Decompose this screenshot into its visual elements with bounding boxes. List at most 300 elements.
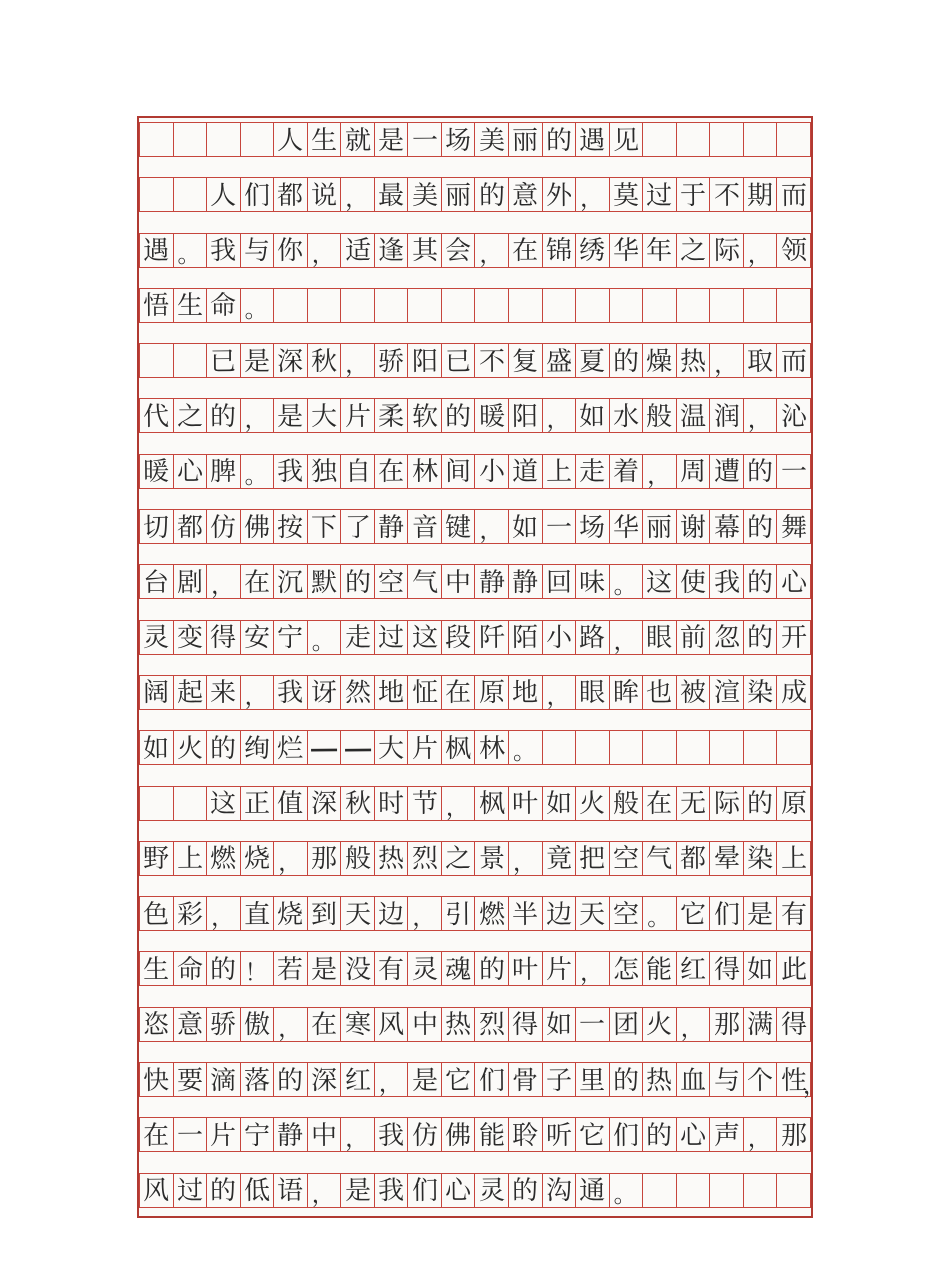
- handwritten-char: 如: [143, 732, 170, 763]
- grid-cell: [709, 288, 744, 323]
- grid-cell: [776, 288, 811, 323]
- grid-cell: [441, 509, 476, 544]
- handwritten-char: 过: [646, 179, 673, 210]
- handwritten-char: 我: [210, 234, 237, 266]
- handwritten-char: 的: [746, 787, 774, 819]
- grid-cell: [709, 177, 744, 212]
- handwritten-char: 的: [612, 345, 640, 376]
- handwritten-char: 野: [143, 843, 170, 874]
- handwritten-char: 前: [679, 622, 707, 653]
- handwritten-char: 低: [243, 1175, 271, 1206]
- grid-cell: [206, 620, 241, 655]
- handwritten-char: 里: [579, 1064, 606, 1095]
- grid-cell: [743, 509, 778, 544]
- grid-cell: [642, 896, 677, 931]
- grid-cell: [139, 730, 174, 765]
- grid-cell: [508, 1173, 543, 1208]
- grid-cell: [374, 509, 409, 544]
- row-spacer: [139, 1152, 811, 1173]
- handwritten-char: ，: [747, 240, 771, 267]
- grid-cell: [508, 786, 543, 821]
- handwritten-char: 宁: [277, 622, 304, 653]
- handwritten-char: 是: [411, 1064, 438, 1095]
- row-spacer: [139, 433, 811, 454]
- grid-cell: [307, 233, 342, 268]
- grid-cell: [441, 398, 476, 433]
- handwritten-char: 秋: [344, 787, 371, 819]
- grid-cell: [240, 509, 275, 544]
- grid-cell: [340, 1173, 375, 1208]
- handwritten-char: 水: [612, 400, 640, 432]
- grid-cell: [206, 122, 241, 157]
- handwritten-char: 讶: [310, 677, 338, 708]
- grid-cell: [273, 509, 308, 544]
- handwritten-char: 染: [746, 843, 774, 874]
- handwritten-char: 彩: [176, 898, 203, 929]
- grid-cell: [307, 288, 342, 323]
- grid-cell: [609, 1173, 644, 1208]
- grid-cell: [139, 1007, 174, 1042]
- grid-cell: [642, 675, 677, 710]
- grid-cell: [441, 896, 476, 931]
- grid-cell: [173, 730, 208, 765]
- grid-cell: [709, 398, 744, 433]
- row-spacer: [139, 212, 811, 233]
- grid-cell: [273, 786, 308, 821]
- grid-cell: [609, 288, 644, 323]
- grid-cell: [743, 620, 778, 655]
- handwritten-char: 把: [579, 843, 606, 874]
- handwritten-char: 命: [176, 953, 203, 985]
- grid-cell: [542, 177, 577, 212]
- handwritten-char: 一: [780, 456, 807, 487]
- grid-cell: [240, 1173, 275, 1208]
- grid-cell: [340, 786, 375, 821]
- grid-cell: [609, 454, 644, 489]
- grid-cell: [173, 564, 208, 599]
- grid-cell: [340, 1062, 375, 1097]
- grid-cell: [776, 620, 811, 655]
- handwritten-char: 心: [679, 1119, 707, 1150]
- grid-cell: [542, 122, 577, 157]
- grid-cell: [575, 343, 610, 378]
- grid-cell: [206, 951, 241, 986]
- handwritten-char: 在: [310, 1009, 338, 1040]
- handwritten-char: ，: [546, 682, 570, 709]
- handwritten-char: 人: [277, 124, 304, 155]
- grid-cell: [776, 1062, 826, 1099]
- grid-cell: [307, 786, 342, 821]
- row-spacer: [139, 544, 811, 565]
- grid-cell: [508, 343, 543, 378]
- handwritten-char: 这: [411, 622, 438, 653]
- handwritten-char: 我: [277, 677, 304, 708]
- handwritten-char: 是: [277, 400, 304, 432]
- grid-cell: [273, 564, 308, 599]
- grid-cell: [240, 233, 275, 268]
- grid-cell: [642, 122, 677, 157]
- handwritten-char: 如: [545, 787, 572, 819]
- handwritten-char: 静: [512, 566, 539, 597]
- grid-cell: [743, 343, 778, 378]
- handwritten-char: 枫: [478, 787, 505, 819]
- handwritten-char: 会: [445, 234, 472, 266]
- grid-cell: [173, 675, 208, 710]
- grid-cell: [709, 1062, 744, 1097]
- grid-cell: [676, 122, 711, 157]
- grid-cell: [173, 786, 208, 821]
- handwritten-char: 不: [478, 345, 505, 376]
- grid-cell: [139, 1062, 174, 1097]
- handwritten-char: 被: [679, 677, 707, 708]
- grid-cell: [676, 564, 711, 599]
- handwritten-char: 个: [746, 1064, 774, 1095]
- handwritten-char: 切: [143, 511, 170, 542]
- handwritten-char: 也: [646, 677, 673, 708]
- grid-cell: [273, 1173, 308, 1208]
- handwritten-char: 与: [713, 1064, 740, 1095]
- handwritten-char: 们: [411, 1175, 438, 1206]
- handwritten-char: 的: [210, 1175, 237, 1206]
- grid-cell: [441, 1062, 476, 1097]
- grid-cell: [776, 122, 811, 157]
- grid-cell: [542, 841, 577, 876]
- grid-cell: [642, 233, 677, 268]
- handwritten-char: 小: [545, 622, 572, 653]
- handwritten-char: 已: [445, 345, 472, 376]
- grid-cell: [273, 1007, 308, 1042]
- handwritten-char: 在: [143, 1119, 170, 1150]
- manuscript-row: [139, 1008, 811, 1042]
- handwritten-char: 灵: [478, 1175, 505, 1206]
- handwritten-char: ，: [345, 351, 369, 378]
- handwritten-char: 意: [512, 179, 539, 210]
- grid-cell: [139, 896, 174, 931]
- handwritten-char: 夏: [579, 345, 606, 376]
- grid-cell: [542, 454, 577, 489]
- handwritten-char: 我: [713, 566, 740, 597]
- handwritten-char: 红: [679, 953, 707, 985]
- manuscript-row: [139, 289, 811, 323]
- grid-cell: [139, 122, 174, 157]
- grid-cell: [374, 233, 409, 268]
- grid-cell: [173, 177, 208, 212]
- handwritten-char: 回: [545, 566, 572, 597]
- grid-cell: [474, 675, 509, 710]
- grid-cell: [575, 896, 610, 931]
- handwritten-char: 通: [579, 1175, 606, 1206]
- grid-cell: [776, 951, 811, 986]
- handwritten-char: 际: [713, 787, 740, 819]
- grid-cell: [776, 509, 811, 544]
- grid-cell: [508, 951, 543, 986]
- grid-cell: [307, 620, 342, 655]
- grid-cell: [173, 1173, 208, 1208]
- handwritten-char: 一: [176, 1119, 203, 1150]
- handwritten-char: 之: [445, 843, 472, 874]
- handwritten-char: 们: [612, 1119, 640, 1150]
- handwritten-char: 气: [411, 566, 438, 597]
- handwritten-char: 静: [478, 566, 505, 597]
- manuscript-row: [139, 178, 811, 212]
- grid-cell: [441, 951, 476, 986]
- grid-cell: [508, 620, 543, 655]
- grid-cell: [474, 896, 509, 931]
- grid-cell: [709, 951, 744, 986]
- handwritten-char: 而: [780, 179, 807, 210]
- handwritten-char: 沉: [277, 566, 304, 597]
- grid-cell: [709, 1007, 744, 1042]
- handwritten-char: 复: [512, 345, 539, 376]
- grid-cell: [676, 343, 711, 378]
- grid-cell: [273, 896, 308, 931]
- handwritten-char: 其: [411, 234, 438, 266]
- grid-cell: [743, 1117, 778, 1152]
- handwritten-char: 边: [545, 898, 572, 929]
- grid-cell: [676, 1062, 711, 1097]
- handwritten-char: 是: [310, 953, 338, 985]
- grid-cell: [441, 675, 476, 710]
- handwritten-char: 之: [176, 400, 203, 432]
- row-spacer: [139, 986, 811, 1007]
- handwritten-char: 适: [344, 234, 371, 266]
- grid-cell: [676, 951, 711, 986]
- handwritten-char: 然: [344, 677, 371, 708]
- grid-cell: [776, 1007, 811, 1042]
- grid-cell: [139, 786, 174, 821]
- handwritten-char: 暖: [478, 400, 505, 432]
- handwritten-char: 大: [310, 400, 338, 432]
- grid-cell: [307, 841, 342, 876]
- handwritten-char: 见: [612, 124, 640, 155]
- grid-cell: [240, 1117, 275, 1152]
- handwritten-char: 遭: [713, 456, 740, 487]
- grid-cell: [508, 177, 543, 212]
- row-spacer: [139, 157, 811, 178]
- composition-paper: [137, 116, 826, 1218]
- grid-cell: [273, 288, 308, 323]
- handwritten-char: 走: [579, 456, 606, 487]
- handwritten-char: 边: [377, 898, 405, 929]
- grid-cell: [307, 1173, 342, 1208]
- grid-cell: [441, 233, 476, 268]
- grid-cell: [407, 564, 442, 599]
- grid-cell: [206, 288, 241, 323]
- handwritten-char: 在: [512, 234, 539, 266]
- handwritten-char: 的: [746, 622, 774, 653]
- grid-cell: [676, 841, 711, 876]
- manuscript-row: [139, 621, 811, 655]
- handwritten-char: 一: [411, 124, 438, 155]
- handwritten-char: 剧: [176, 566, 203, 597]
- grid-cell: [743, 786, 778, 821]
- grid-cell: [139, 564, 174, 599]
- grid-cell: [139, 233, 174, 268]
- handwritten-char: 起: [176, 677, 203, 708]
- grid-cell: [508, 233, 543, 268]
- grid-cell: [273, 620, 308, 655]
- handwritten-char: 灵: [411, 953, 438, 985]
- handwritten-char: 听: [545, 1119, 572, 1150]
- grid-cell: [709, 1117, 744, 1152]
- handwritten-char: 在: [646, 787, 673, 819]
- grid-cell: [575, 1173, 610, 1208]
- grid-cell: [407, 398, 442, 433]
- handwritten-char: 阳: [512, 400, 539, 432]
- grid-cell: [240, 1007, 275, 1042]
- handwritten-char: 枫: [445, 732, 472, 763]
- handwritten-char: 天: [344, 898, 371, 929]
- handwritten-char: 已: [210, 345, 237, 376]
- manuscript-row: [139, 510, 811, 544]
- handwritten-char: 这: [210, 787, 237, 819]
- handwritten-char: 它: [679, 898, 707, 929]
- handwritten-char: 。: [647, 904, 671, 931]
- grid-cell: [609, 233, 644, 268]
- grid-cell: [173, 509, 208, 544]
- grid-cell: [240, 122, 275, 157]
- grid-cell: [139, 177, 174, 212]
- grid-cell: [508, 1007, 543, 1042]
- handwritten-char: 的: [344, 566, 371, 597]
- grid-cell: [240, 620, 275, 655]
- handwritten-char: 烈: [478, 1009, 505, 1040]
- grid-cell: [508, 730, 543, 765]
- grid-cell: [474, 951, 509, 986]
- grid-cell: [609, 730, 644, 765]
- grid-cell: [240, 454, 275, 489]
- row-spacer: [139, 710, 811, 731]
- grid-cell: [575, 1117, 610, 1152]
- handwritten-char: 的: [646, 1119, 673, 1150]
- handwritten-char: 莫: [612, 179, 640, 210]
- handwritten-char: 满: [746, 1009, 774, 1040]
- handwritten-char: 领: [780, 234, 807, 266]
- grid-cell: [407, 1117, 442, 1152]
- grid-cell: [374, 343, 409, 378]
- handwritten-char: 。: [244, 461, 268, 488]
- handwritten-char: 而: [780, 345, 807, 376]
- grid-cell: [407, 509, 442, 544]
- handwritten-char: 林: [411, 456, 438, 487]
- grid-cell: [139, 841, 174, 876]
- handwritten-char: 性: [780, 1064, 807, 1095]
- grid-cell: [709, 841, 744, 876]
- grid-cell: [542, 675, 577, 710]
- handwritten-char: 骄: [210, 1009, 237, 1040]
- handwritten-char: 燃: [210, 843, 237, 874]
- handwritten-char: ，: [680, 1014, 704, 1041]
- grid-cell: [776, 841, 811, 876]
- grid-cell: [776, 675, 811, 710]
- handwritten-char: 上: [780, 843, 807, 874]
- handwritten-char: 燥: [646, 345, 673, 376]
- grid-cell: [776, 730, 811, 765]
- handwritten-char: 节: [411, 787, 438, 819]
- grid-cell: [676, 509, 711, 544]
- grid-cell: [307, 177, 342, 212]
- handwritten-char: 在: [243, 566, 271, 597]
- grid-cell: [508, 1062, 543, 1097]
- grid-cell: [676, 896, 711, 931]
- handwritten-char: 火: [176, 732, 203, 763]
- grid-cell: [340, 1007, 375, 1042]
- handwritten-char: 绣: [579, 234, 606, 266]
- handwritten-char: 取: [746, 345, 774, 376]
- grid-cell: [743, 951, 778, 986]
- grid-cell: [173, 1117, 208, 1152]
- grid-cell: [609, 896, 644, 931]
- manuscript-row: [139, 952, 811, 986]
- grid-cell: [374, 122, 409, 157]
- grid-cell: [508, 896, 543, 931]
- manuscript-row: [139, 676, 811, 710]
- handwritten-char: 如: [746, 953, 774, 985]
- grid-cell: [240, 951, 275, 986]
- manuscript-row: [139, 787, 811, 821]
- handwritten-char: 。: [613, 1180, 637, 1207]
- grid-cell: [173, 122, 208, 157]
- handwritten-char: 半: [512, 898, 539, 929]
- grid-cell: [340, 951, 375, 986]
- grid-cell: [206, 343, 241, 378]
- grid-cell: [441, 177, 476, 212]
- grid-cell: [407, 122, 442, 157]
- handwritten-char: 遇: [143, 234, 170, 266]
- grid-cell: [307, 122, 342, 157]
- grid-cell: [609, 841, 644, 876]
- handwritten-char: 火: [646, 1009, 673, 1040]
- grid-cell: [240, 896, 275, 931]
- row-spacer: [139, 931, 811, 952]
- grid-cell: [240, 786, 275, 821]
- handwritten-char: ，: [345, 185, 369, 212]
- grid-cell: [441, 454, 476, 489]
- handwritten-char: 都: [679, 843, 707, 874]
- handwritten-char: 的: [478, 179, 505, 210]
- grid-cell: [508, 122, 543, 157]
- handwritten-char: 了: [344, 511, 371, 542]
- grid-cell: [508, 1117, 543, 1152]
- handwritten-char: 陌: [512, 622, 539, 653]
- handwritten-char: 语: [277, 1175, 304, 1206]
- grid-cell: [374, 1007, 409, 1042]
- handwritten-char: 团: [612, 1009, 640, 1040]
- handwritten-char: 场: [579, 511, 606, 542]
- handwritten-char: 生: [143, 953, 170, 985]
- grid-cell: [474, 454, 509, 489]
- grid-cell: [307, 730, 342, 765]
- grid-cell: [508, 509, 543, 544]
- handwritten-char: 地: [512, 677, 539, 708]
- grid-cell: [676, 1173, 711, 1208]
- grid-cell: [206, 454, 241, 489]
- grid-cell: [542, 1173, 577, 1208]
- handwritten-char: 魂: [445, 953, 472, 985]
- grid-cell: [240, 398, 275, 433]
- handwritten-char: 空: [612, 843, 640, 874]
- grid-cell: [340, 177, 375, 212]
- grid-cell: [340, 564, 375, 599]
- handwritten-char: 空: [612, 898, 640, 929]
- manuscript-row: [139, 1118, 811, 1152]
- grid-cell: [508, 841, 543, 876]
- handwritten-char: 阳: [411, 345, 438, 376]
- handwritten-char: 锦: [545, 234, 572, 266]
- grid-cell: [676, 786, 711, 821]
- handwritten-char: 声: [713, 1119, 740, 1150]
- handwritten-char: ，: [580, 185, 604, 212]
